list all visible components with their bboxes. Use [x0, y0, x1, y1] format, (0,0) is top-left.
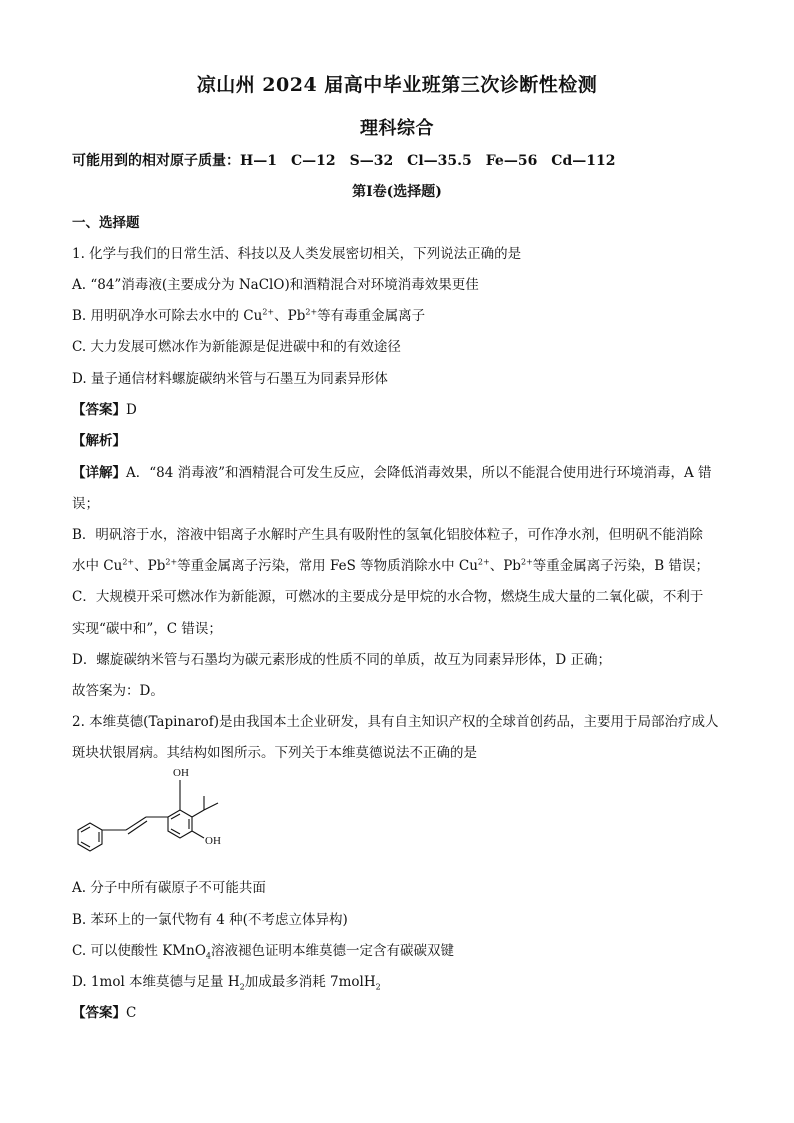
- oh-label-bottom: OH: [205, 835, 221, 847]
- q2-option-d-text: 加成最多消耗 7molH: [244, 974, 376, 990]
- q1-detail-a-line1: [72, 463, 722, 483]
- exam-title: 凉山州 2024 届高中毕业班第三次诊断性检测: [196, 74, 598, 96]
- detail-label: 【详解】: [72, 465, 126, 481]
- section-heading: 一、选择题: [72, 215, 140, 231]
- q1-detail-b-line1: B．明矾溶于水，溶液中铝离子水解时产生具有吸附性的氢氧化铝胶体粒子，可作净水剂，但明矾不能消除: [72, 527, 703, 543]
- charge-sup: 2+: [262, 307, 275, 317]
- q1-stem: 1. 化学与我们的日常生活、科技以及人类发展密切相关，下列说法正确的是: [72, 246, 522, 262]
- q1-detail-a-line2: 误；: [72, 496, 99, 512]
- detail-text: A．“84 消毒液”和酒精混合可发生反应，会降低消毒效果，所以不能混合使用进行环境消毒，A 错: [126, 465, 712, 481]
- charge-sup: 2+: [305, 307, 318, 317]
- q1-option-b-text: 、Pb: [274, 308, 306, 324]
- q1-option-b: [72, 306, 722, 326]
- charge-sup: 2+: [520, 557, 533, 567]
- tapinarof-structure: [70, 762, 250, 872]
- q2-option-c-text: 溶液褪色证明本维莫德一定含有碳碳双键: [211, 943, 454, 959]
- detail-text: 等重金属离子污染，常用 FeS 等物质消除水中 Cu: [177, 558, 478, 574]
- charge-sup: 2+: [477, 557, 490, 567]
- q1-analysis-label: 【解析】: [72, 433, 126, 449]
- q1-option-b-text: B. 用明矾净水可除去水中的 Cu: [72, 308, 263, 324]
- q1-detail-c-line1: C．大规模开采可燃冰作为新能源，可燃冰的主要成分是甲烷的水合物，燃烧生成大量的二氧化碳，不利于: [72, 589, 704, 605]
- structure-drawing: [70, 762, 250, 872]
- q2-option-b: B. 苯环上的一氯代物有 4 种(不考虑立体异构): [72, 912, 348, 928]
- q1-detail-d: D．螺旋碳纳米管与石墨均为碳元素形成的性质不同的单质，故互为同素异形体，D 正确；: [72, 652, 611, 668]
- exam-subtitle: 理科综合: [360, 118, 434, 139]
- q1-option-b-text: 等有毒重金属离子: [317, 308, 426, 324]
- answer-value: C: [126, 1005, 137, 1021]
- detail-text: 水中 Cu: [72, 558, 123, 574]
- formula-sub: 2: [239, 982, 245, 992]
- answer-label: 【答案】: [72, 402, 126, 418]
- q1-answer: [72, 400, 722, 420]
- answer-label: 【答案】: [72, 1005, 126, 1021]
- q1-detail-c-line2: 实现“碳中和”，C 错误；: [72, 621, 222, 637]
- q2-stem-line1: 2. 本维莫德(Tapinarof)是由我国本土企业研发，具有自主知识产权的全球首创药品，主要用于局部治疗成人: [72, 714, 719, 730]
- volume-title: 第Ⅰ卷(选择题): [352, 184, 442, 200]
- q1-option-d: D. 量子通信材料螺旋碳纳米管与石墨互为同素异形体: [72, 371, 388, 387]
- formula-sub: 2: [375, 982, 381, 992]
- formula-sub: 4: [205, 951, 211, 961]
- detail-text: 等重金属离子污染，B 错误；: [532, 558, 709, 574]
- q1-conclusion: 故答案为：D。: [72, 683, 164, 699]
- detail-text: 、Pb: [134, 558, 166, 574]
- q2-option-c-text: C. 可以使酸性 KMnO: [72, 943, 206, 959]
- charge-sup: 2+: [122, 557, 135, 567]
- q1-detail-b-line2: [72, 556, 722, 576]
- q1-option-c: C. 大力发展可燃冰作为新能源是促进碳中和的有效途径: [72, 339, 401, 355]
- atomic-masses-line: 可能用到的相对原子质量：H—1 C—12 S—32 Cl—35.5 Fe—56 Cd—112: [72, 153, 616, 169]
- q2-option-d: [72, 972, 722, 992]
- q1-option-a: A. “84”消毒液(主要成分为 NaClO)和酒精混合对环境消毒效果更佳: [72, 277, 479, 293]
- q2-stem-line2: 斑块状银屑病。其结构如图所示。下列关于本维莫德说法不正确的是: [72, 745, 477, 761]
- oh-label-top: OH: [173, 767, 189, 779]
- charge-sup: 2+: [165, 557, 178, 567]
- detail-text: 、Pb: [489, 558, 521, 574]
- q2-answer: [72, 1003, 722, 1023]
- q2-option-c: [72, 941, 722, 961]
- q2-option-d-text: D. 1mol 本维莫德与足量 H: [72, 974, 240, 990]
- answer-value: D: [126, 402, 137, 418]
- q2-option-a: A. 分子中所有碳原子不可能共面: [72, 880, 266, 896]
